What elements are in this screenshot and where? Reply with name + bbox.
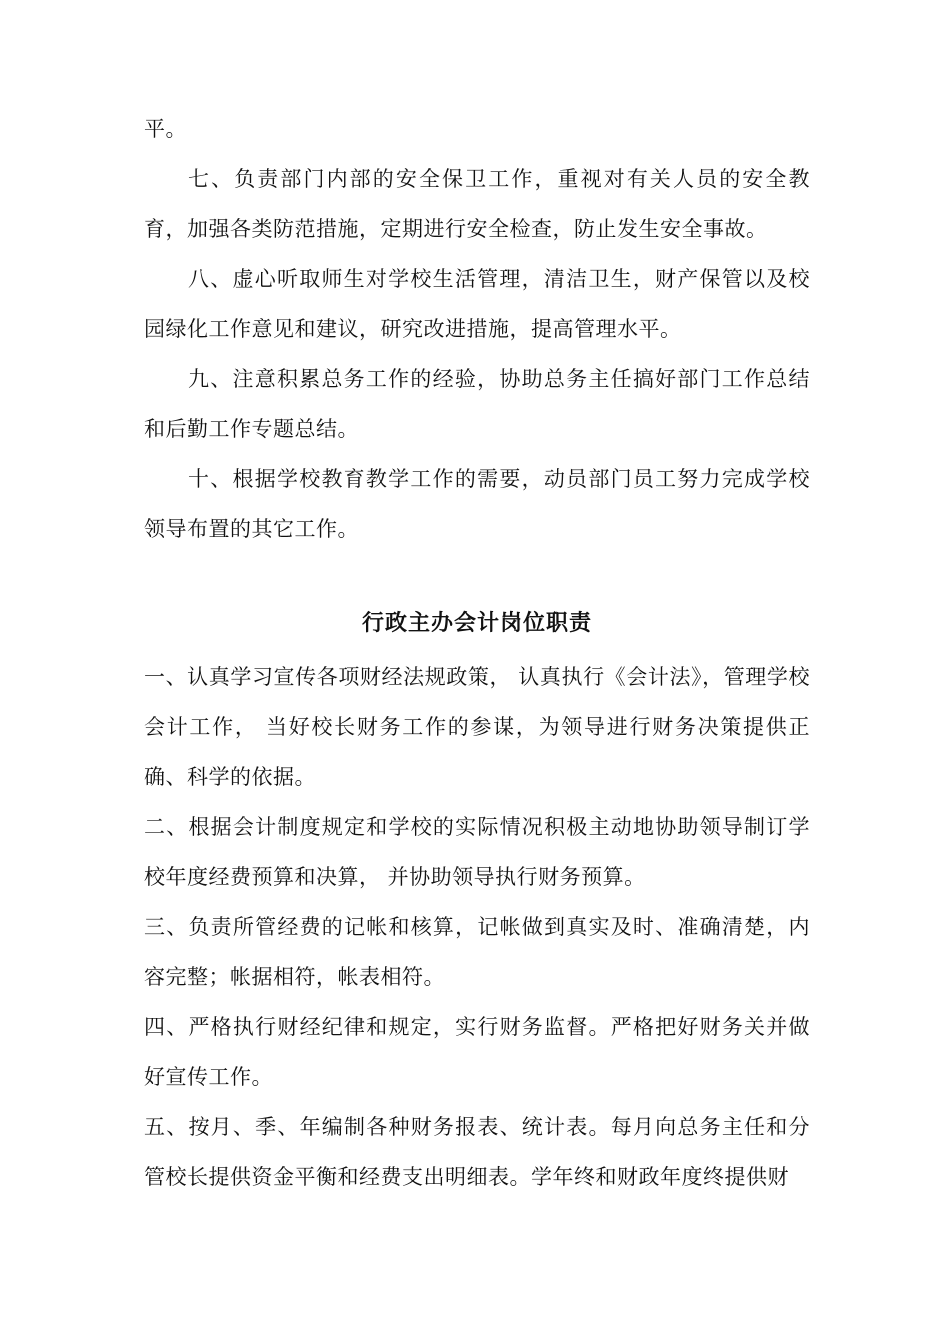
duty-item-10: 十、根据学校教育教学工作的需要，动员部门员工努力完成学校领导布置的其它工作。 — [144, 467, 810, 541]
accounting-item-3: 三、负责所管经费的记帐和核算，记帐做到真实及时、准确清楚，内容完整；帐据相符，帐表相符。 — [144, 915, 810, 989]
carryover-line: 平。 — [144, 117, 187, 141]
accounting-item-5: 五、按月、季、年编制各种财务报表、统计表。每月向总务主任和分管校长提供资金平衡和经费支出明细表。学年终和财政年度终提供财 — [144, 1115, 810, 1189]
duty-item-9: 九、注意积累总务工作的经验，协助总务主任搞好部门工作总结和后勤工作专题总结。 — [144, 367, 810, 441]
accounting-item-2: 二、根据会计制度规定和学校的实际情况积极主动地协助领导制订学校年度经费预算和决算， 并协助领导执行财务预算。 — [144, 815, 810, 889]
accounting-item-1: 一、认真学习宣传各项财经法规政策， 认真执行《会计法》，管理学校会计工作， 当好校长财务工作的参谋，为领导进行财务决策提供正确、科学的依据。 — [144, 665, 810, 789]
duty-item-7: 七、负责部门内部的安全保卫工作，重视对有关人员的安全教育，加强各类防范措施，定期进行安全检查，防止发生安全事故。 — [144, 167, 810, 241]
accounting-item-4: 四、严格执行财经纪律和规定，实行财务监督。严格把好财务关并做好宣传工作。 — [144, 1015, 810, 1089]
duty-item-8: 八、虚心听取师生对学校生活管理，清洁卫生，财产保管以及校园绿化工作意见和建议，研究改进措施，提高管理水平。 — [144, 267, 810, 341]
section-title: 行政主办会计岗位职责 — [361, 611, 592, 636]
